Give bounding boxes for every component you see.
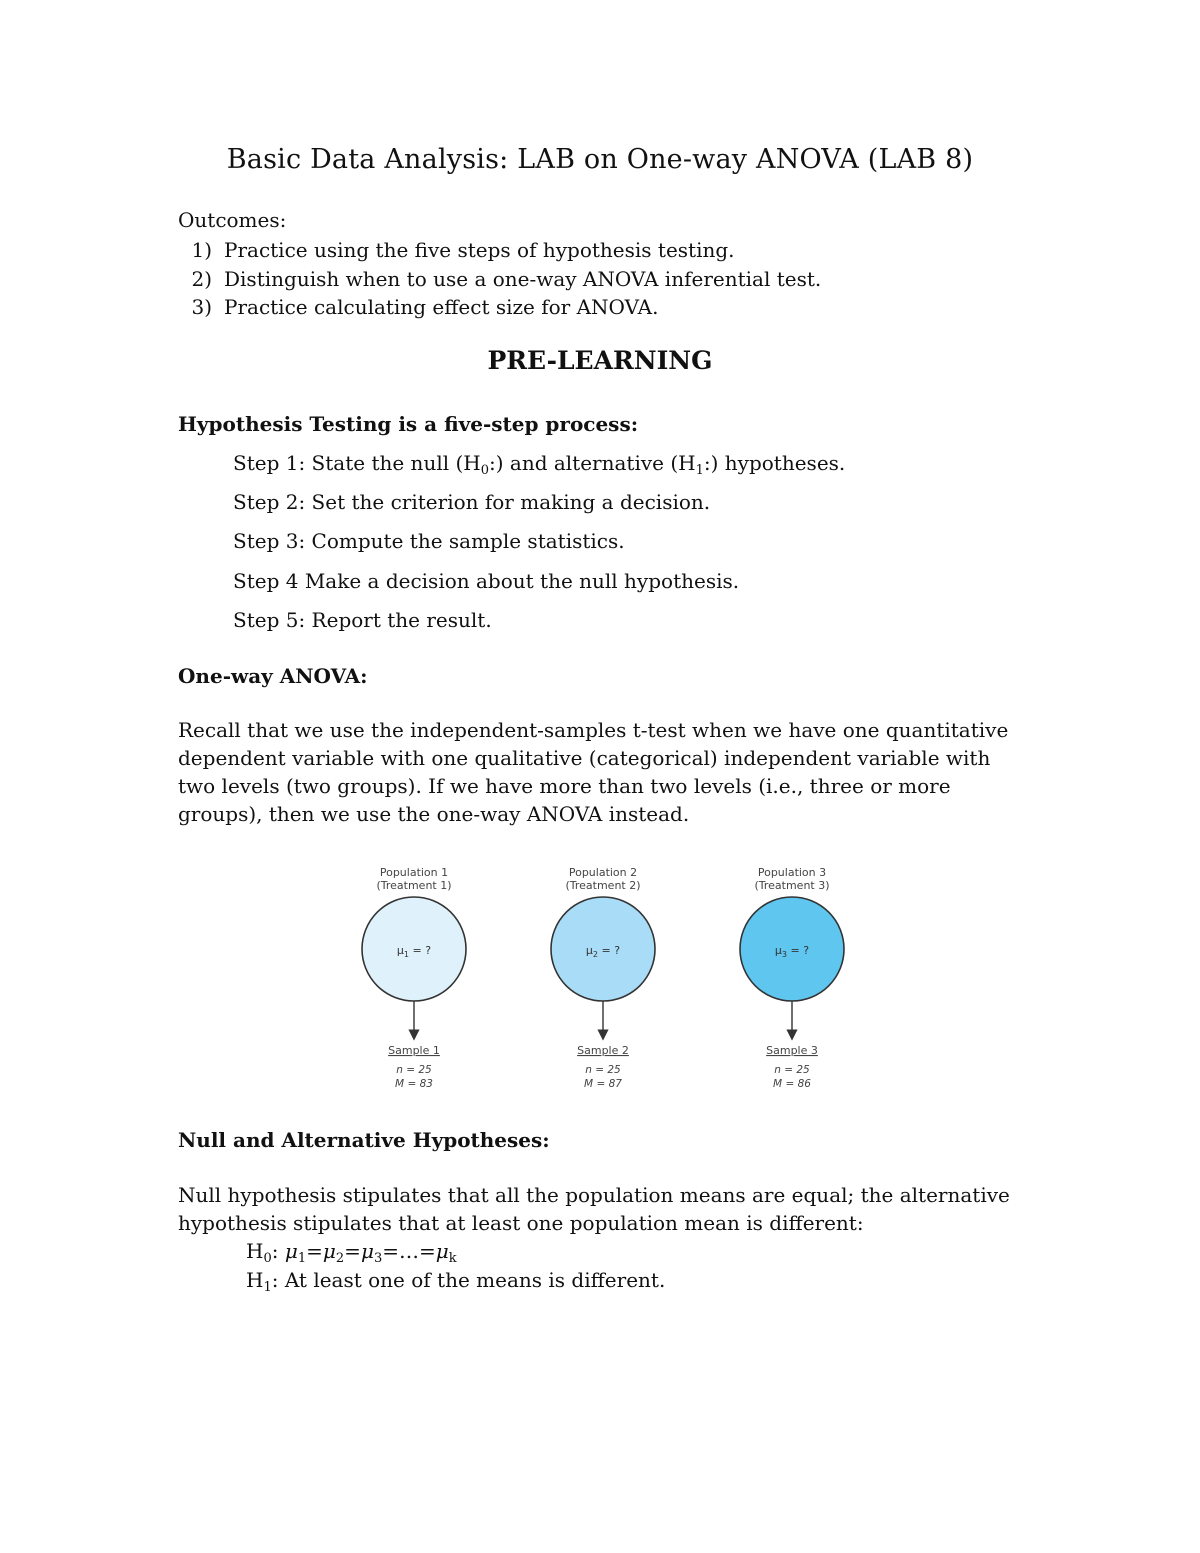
- step-5: Step 5: Report the result.: [233, 608, 492, 632]
- population-mean-label: $\mu_3$ = ?: [774, 944, 810, 959]
- sample-mean: M = 87: [584, 1078, 622, 1090]
- treatment-label: (Treatment 2): [565, 879, 641, 892]
- treatment-label: (Treatment 1): [376, 879, 452, 892]
- outcomes-list: [178, 236, 821, 322]
- population-label: Population 2: [568, 866, 638, 879]
- population-mean-label: $\mu_1$ = ?: [396, 944, 432, 959]
- treatment-label: (Treatment 3): [754, 879, 830, 892]
- sample-label: Sample 1: [388, 1044, 440, 1057]
- populations-figure: [340, 855, 880, 1105]
- section-heading-pre-learning: PRE-LEARNING: [487, 346, 713, 375]
- sample-mean: M = 86: [773, 1078, 811, 1090]
- sample-label: Sample 3: [766, 1044, 818, 1057]
- anova-heading: One-way ANOVA:: [178, 664, 368, 688]
- anova-paragraph: Recall that we use the independent-samples t-test when we have one quantitative dependent variable with one qualitative (categorical) independent variable with two levels (two groups). If we have more than two levels (i.e., three or more groups), then we use the one-way ANOVA instead.: [178, 718, 1009, 826]
- population-group: [362, 866, 844, 1090]
- step-4: Step 4 Make a decision about the null hypothesis.: [233, 569, 740, 593]
- population-label: Population 3: [757, 866, 827, 879]
- list-item: 2) Distinguish when to use a one-way ANOVA inferential test.: [191, 266, 822, 291]
- sample-n: n = 25: [774, 1064, 810, 1076]
- step-1: Step 1: State the null $(H_0:)$ and alternative $(H_1:)$ hypotheses.: [233, 451, 846, 478]
- hypotheses-heading: Null and Alternative Hypotheses:: [178, 1128, 550, 1152]
- population-mean-label: $\mu_2$ = ?: [585, 944, 621, 959]
- document-title: Basic Data Analysis: LAB on One-way ANOVA (LAB 8): [226, 144, 974, 175]
- sample-n: n = 25: [396, 1064, 432, 1076]
- sample-n: n = 25: [585, 1064, 621, 1076]
- population-label: Population 1: [379, 866, 449, 879]
- sample-label: Sample 2: [577, 1044, 629, 1057]
- list-item: 1) Practice using the five steps of hypothesis testing.: [191, 238, 735, 262]
- hypotheses-paragraph: Null hypothesis stipulates that all the population means are equal; the alternative hypothesis stipulates that at least one population mean is different:: [178, 1183, 1010, 1235]
- alternative-hypothesis: $H_1$: At least one of the means is different.: [246, 1268, 666, 1295]
- outcomes-heading: Outcomes:: [178, 208, 287, 232]
- list-item: 3) Practice calculating effect size for ANOVA.: [191, 295, 659, 319]
- hypothesis-testing-heading: Hypothesis Testing is a five-step process:: [178, 412, 639, 436]
- null-hypothesis: $H_0$: $\mu_1=\mu_2=\mu_3=\dots=\mu_k$: [246, 1239, 457, 1266]
- sample-mean: M = 83: [395, 1078, 433, 1090]
- step-3: Step 3: Compute the sample statistics.: [233, 529, 625, 553]
- step-2: Step 2: Set the criterion for making a decision.: [233, 490, 711, 514]
